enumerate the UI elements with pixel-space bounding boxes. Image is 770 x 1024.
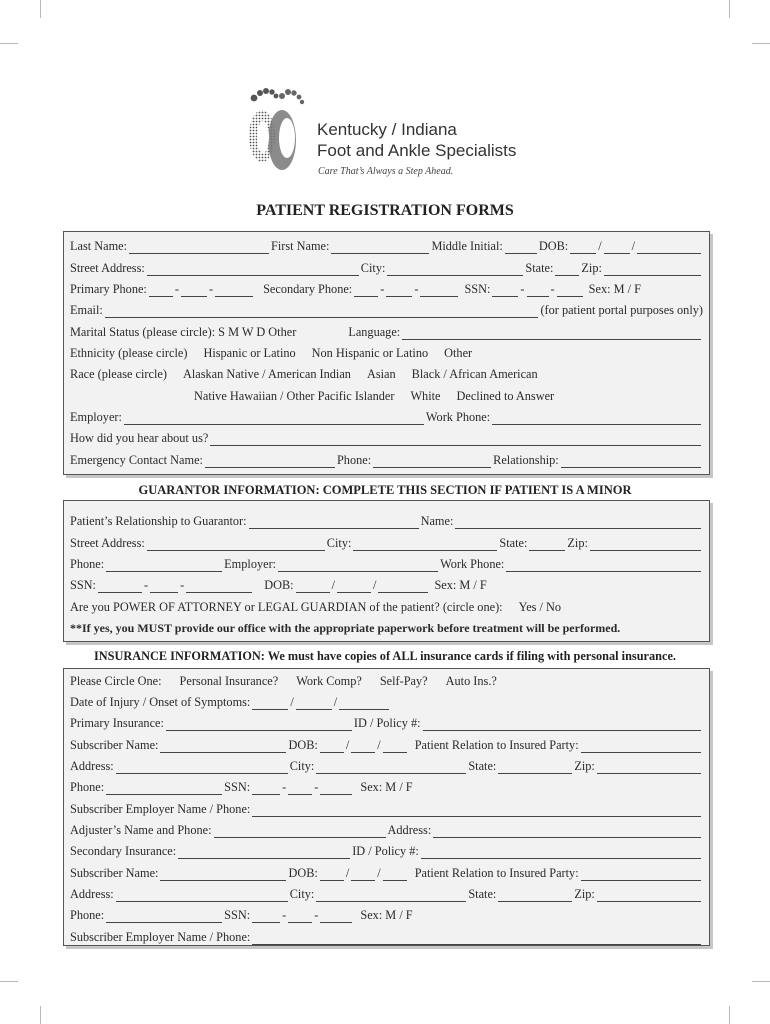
insurance-row-circle (70, 671, 703, 689)
middle-initial-field[interactable] (505, 242, 537, 254)
guarantor-relationship-field[interactable] (249, 517, 419, 529)
patient-row-marital (70, 322, 703, 340)
guarantor-dob-year-field[interactable] (378, 581, 428, 593)
subscriber-sex-options[interactable]: Sex: M / F (360, 780, 413, 794)
guarantor-row-relationship (70, 511, 703, 529)
sex-options[interactable]: Sex: M / F (588, 282, 641, 296)
crop-mark (729, 0, 730, 18)
race-option[interactable]: Declined to Answer (456, 389, 555, 403)
subscriber2-zip-field[interactable] (597, 890, 701, 902)
subscriber2-state-field[interactable] (498, 890, 572, 902)
secondary-id-policy-label: ID / Policy #: (352, 844, 419, 858)
insurance-row-primary (70, 713, 703, 731)
subscriber-ssn-label: SSN: (224, 780, 251, 794)
crop-mark (0, 981, 18, 982)
crop-mark (40, 0, 41, 18)
ssn-part2-field[interactable] (527, 285, 549, 297)
guarantor-street-field[interactable] (147, 539, 325, 551)
last-name-label: Last Name: (70, 239, 128, 253)
injury-day-field[interactable] (296, 698, 332, 710)
insurance-row-adjuster (70, 820, 703, 838)
subscriber2-ssn-label: SSN: (224, 908, 251, 922)
insurance-row-subscriber: Subscriber Name: DOB: / / Patient Relation to Insured Party: (70, 735, 703, 753)
injury-date-label: Date of Injury / Onset of Symptoms: (70, 695, 251, 709)
relation-field[interactable] (581, 741, 701, 753)
zip-label: Zip: (581, 261, 602, 275)
patient-row-race (70, 364, 703, 382)
secondary-phone-label: Secondary Phone: (263, 282, 353, 296)
insurance-type-option[interactable]: Work Comp? (296, 674, 362, 688)
guarantor-state-label: State: (499, 536, 528, 550)
subscriber2-name-label: Subscriber Name: (70, 866, 159, 880)
crop-mark (0, 43, 18, 44)
subscriber2-employer-label: Subscriber Employer Name / Phone: (70, 930, 251, 944)
ethnicity-label: Ethnicity (please circle) (70, 346, 188, 360)
subscriber-state-label: State: (468, 759, 497, 773)
subscriber2-ssn-part1-field[interactable] (252, 911, 280, 923)
crop-mark (40, 1006, 41, 1024)
dob-year-field[interactable] (637, 242, 701, 254)
race-option[interactable]: White (410, 389, 441, 403)
crop-mark (752, 981, 770, 982)
insurance-row-secondary (70, 841, 703, 859)
guarantor-section (63, 500, 710, 642)
secondary-phone-prefix-field[interactable] (386, 285, 412, 297)
adjuster-label: Adjuster’s Name and Phone: (70, 823, 212, 837)
race-label: Race (please circle) (70, 367, 167, 381)
insurance-type-option[interactable]: Auto Ins.? (445, 674, 497, 688)
primary-phone-area-field[interactable] (149, 285, 173, 297)
race-option[interactable]: Asian (366, 367, 396, 381)
subscriber-ssn-part2-field[interactable] (288, 783, 312, 795)
guarantor-row-note (70, 618, 703, 636)
email-label: Email: (70, 303, 103, 317)
guarantor-employer-field[interactable] (278, 560, 438, 572)
relation2-label: Patient Relation to Insured Party: (414, 866, 579, 880)
subscriber-dob-year-field[interactable] (383, 741, 407, 753)
guarantor-row-phone (70, 554, 703, 572)
subscriber2-city-field[interactable] (316, 890, 466, 902)
subscriber-phone-field[interactable] (106, 783, 222, 795)
guarantor-row-poa (70, 597, 703, 615)
zip-field[interactable] (604, 264, 701, 276)
subscriber2-address-label: Address: (70, 887, 114, 901)
relation2-field[interactable] (581, 869, 701, 881)
ssn-part1-field[interactable] (492, 285, 518, 297)
patient-row-race-2 (70, 386, 703, 404)
subscriber2-dob-day-field[interactable] (351, 869, 375, 881)
poa-note: **If yes, you MUST provide our office with the appropriate paperwork before treatment will be performed. (70, 621, 621, 635)
subscriber-dob-label: DOB: (288, 738, 318, 752)
insurance-section (63, 668, 710, 946)
first-name-field[interactable] (331, 242, 429, 254)
insurance-type-option[interactable]: Self-Pay? (379, 674, 428, 688)
subscriber2-phone-field[interactable] (106, 911, 222, 923)
guarantor-work-phone-label: Work Phone: (440, 557, 505, 571)
injury-year-field[interactable] (339, 698, 389, 710)
subscriber2-phone-label: Phone: (70, 908, 105, 922)
insurance-row-employer (70, 799, 703, 817)
ssn-part3-field[interactable] (557, 285, 583, 297)
guarantor-city-field[interactable] (353, 539, 497, 551)
employer-field[interactable] (124, 413, 424, 425)
street-field[interactable] (147, 264, 359, 276)
guarantor-phone-field[interactable] (106, 560, 222, 572)
ethnicity-option[interactable]: Non Hispanic or Latino (311, 346, 429, 360)
primary-phone-prefix-field[interactable] (181, 285, 207, 297)
secondary-phone-area-field[interactable] (354, 285, 378, 297)
subscriber2-city-label: City: (289, 887, 315, 901)
subscriber2-ssn-part3-field[interactable] (320, 911, 352, 923)
guarantor-sex-options[interactable]: Sex: M / F (434, 578, 487, 592)
injury-month-field[interactable] (252, 698, 288, 710)
ssn-label: SSN: (464, 282, 491, 296)
subscriber-city-field[interactable] (316, 762, 466, 774)
hear-about-field[interactable] (210, 434, 701, 446)
guarantor-zip-field[interactable] (590, 539, 701, 551)
subscriber2-address-field[interactable] (116, 890, 288, 902)
secondary-insurance-field[interactable] (178, 847, 350, 859)
insurance-row-employer-2 (70, 927, 703, 945)
patient-row-employer (70, 407, 703, 425)
insurance-row-subscriber-2: Subscriber Name: DOB: / / Patient Relation to Insured Party: (70, 863, 703, 881)
relation-label: Patient Relation to Insured Party: (414, 738, 579, 752)
emergency-relationship-field[interactable] (561, 456, 701, 468)
guarantor-phone-label: Phone: (70, 557, 105, 571)
guarantor-ssn-label: SSN: (70, 578, 96, 592)
employer-label: Employer: (70, 410, 122, 424)
guarantor-heading: GUARANTOR INFORMATION: COMPLETE THIS SECTION IF PATIENT IS A MINOR (138, 483, 632, 497)
patient-row-referral (70, 428, 703, 446)
race-option[interactable]: Alaskan Native / American Indian (182, 367, 351, 381)
insurance-heading: INSURANCE INFORMATION: We must have copies of ALL insurance cards if filing with personal insurance. (94, 649, 676, 663)
subscriber2-dob-year-field[interactable] (383, 869, 407, 881)
adjuster-address-label: Address: (387, 823, 432, 837)
subscriber-dob-day-field[interactable] (351, 741, 375, 753)
subscriber2-zip-label: Zip: (574, 887, 595, 901)
city-label: City: (360, 261, 386, 275)
guarantor-ssn-part2-field[interactable] (150, 581, 178, 593)
patient-row-ethnicity (70, 343, 703, 361)
emergency-phone-field[interactable] (373, 456, 491, 468)
primary-phone-line-field[interactable] (215, 285, 253, 297)
guarantor-dob-day-field[interactable] (337, 581, 371, 593)
insurance-type-option[interactable]: Personal Insurance? (179, 674, 279, 688)
subscriber2-sex-options[interactable]: Sex: M / F (360, 908, 413, 922)
primary-id-policy-label: ID / Policy #: (353, 716, 421, 730)
subscriber2-dob-month-field[interactable] (320, 869, 344, 881)
primary-insurance-field[interactable] (166, 719, 352, 731)
state-field[interactable] (555, 264, 579, 276)
race-option[interactable]: Native Hawaiian / Other Pacific Islander (194, 389, 395, 403)
patient-row-email (70, 300, 703, 318)
emergency-contact-label: Emergency Contact Name: (70, 453, 203, 467)
tagline: Care That’s Always a Step Ahead. (318, 166, 454, 177)
secondary-id-policy-field[interactable] (421, 847, 701, 859)
dob-day-field[interactable] (604, 242, 630, 254)
guarantor-employer-label: Employer: (224, 557, 277, 571)
marital-status-options[interactable]: Marital Status (please circle): S M W D Other (70, 325, 297, 339)
subscriber-ssn-part3-field[interactable] (320, 783, 352, 795)
guarantor-relationship-label: Patient’s Relationship to Guarantor: (70, 514, 247, 528)
primary-id-policy-field[interactable] (423, 719, 701, 731)
subscriber-dob-month-field[interactable] (320, 741, 344, 753)
emergency-relationship-label: Relationship: (493, 453, 559, 467)
guarantor-work-phone-field[interactable] (506, 560, 701, 572)
subscriber-zip-field[interactable] (597, 762, 701, 774)
circle-one-label: Please Circle One: (70, 674, 162, 688)
email-note: (for patient portal purposes only) (540, 303, 703, 317)
subscriber-city-label: City: (289, 759, 315, 773)
emergency-contact-field[interactable] (205, 456, 335, 468)
subscriber-name-field[interactable] (160, 741, 286, 753)
subscriber-employer-field[interactable] (252, 805, 701, 817)
guarantor-street-label: Street Address: (70, 536, 145, 550)
poa-question: Are you POWER OF ATTORNEY or LEGAL GUARDIAN of the patient? (circle one): (70, 600, 503, 614)
guarantor-ssn-part3-field[interactable] (186, 581, 252, 593)
insurance-row-injury: Date of Injury / Onset of Symptoms: / / (70, 692, 703, 710)
ethnicity-option[interactable]: Hispanic or Latino (203, 346, 296, 360)
work-phone-field[interactable] (492, 413, 701, 425)
patient-row-address (70, 258, 703, 276)
guarantor-row-ssn: SSN: - - DOB: / / Sex: M / F (70, 578, 487, 592)
footprints-icon (246, 84, 306, 180)
dob-month-field[interactable] (570, 242, 596, 254)
subscriber-state-field[interactable] (498, 762, 572, 774)
insurance-row-address-2 (70, 884, 703, 902)
city-field[interactable] (387, 264, 523, 276)
language-label: Language: (348, 325, 401, 339)
guarantor-ssn-part1-field[interactable] (98, 581, 142, 593)
brand-line-1: Kentucky / Indiana (317, 120, 457, 139)
work-phone-label: Work Phone: (425, 410, 491, 424)
guarantor-name-field[interactable] (455, 517, 701, 529)
patient-row-name: Last Name: First Name: Middle Initial: DOB: / / (70, 236, 703, 254)
primary-insurance-label: Primary Insurance: (70, 716, 164, 730)
subscriber2-employer-field[interactable] (252, 933, 701, 945)
patient-row-emergency (70, 450, 703, 468)
subscriber2-ssn-part2-field[interactable] (288, 911, 312, 923)
emergency-phone-label: Phone: (336, 453, 372, 467)
language-field[interactable] (402, 328, 701, 340)
crop-mark (729, 1006, 730, 1024)
patient-section (63, 231, 710, 475)
guarantor-name-label: Name: (420, 514, 454, 528)
street-label: Street Address: (70, 261, 145, 275)
primary-phone-label: Primary Phone: (70, 282, 147, 296)
guarantor-row-address (70, 533, 703, 551)
subscriber-address-label: Address: (70, 759, 114, 773)
last-name-field[interactable] (129, 242, 269, 254)
subscriber2-state-label: State: (468, 887, 497, 901)
race-option[interactable]: Black / African American (411, 367, 538, 381)
subscriber-ssn-part1-field[interactable] (252, 783, 280, 795)
adjuster-address-field[interactable] (433, 826, 701, 838)
middle-initial-label: Middle Initial: (431, 239, 503, 253)
insurance-row-phone: Phone: SSN: - - Sex: M / F (70, 780, 413, 794)
guarantor-dob-label: DOB: (264, 578, 294, 592)
guarantor-zip-label: Zip: (567, 536, 588, 550)
subscriber-name-label: Subscriber Name: (70, 738, 159, 752)
crop-mark (752, 43, 770, 44)
adjuster-field[interactable] (214, 826, 386, 838)
first-name-label: First Name: (271, 239, 330, 253)
subscriber-phone-label: Phone: (70, 780, 105, 794)
hear-about-label: How did you hear about us? (70, 431, 209, 445)
ethnicity-option[interactable]: Other (444, 346, 473, 360)
guarantor-city-label: City: (326, 536, 352, 550)
guarantor-dob-month-field[interactable] (296, 581, 330, 593)
subscriber-address-field[interactable] (116, 762, 288, 774)
secondary-insurance-label: Secondary Insurance: (70, 844, 177, 858)
subscriber-employer-label: Subscriber Employer Name / Phone: (70, 802, 251, 816)
dob-label: DOB: (538, 239, 569, 253)
page-title: PATIENT REGISTRATION FORMS (256, 202, 514, 219)
brand-name (317, 119, 516, 161)
subscriber2-dob-label: DOB: (288, 866, 318, 880)
subscriber-zip-label: Zip: (574, 759, 595, 773)
guarantor-state-field[interactable] (529, 539, 565, 551)
insurance-row-address (70, 756, 703, 774)
secondary-phone-line-field[interactable] (420, 285, 458, 297)
state-label: State: (525, 261, 554, 275)
email-field[interactable] (105, 306, 539, 318)
subscriber2-name-field[interactable] (160, 869, 286, 881)
brand-line-2: Foot and Ankle Specialists (317, 141, 517, 160)
patient-row-phone: Primary Phone: - - Secondary Phone: - - SSN: - - Sex: M / F (70, 282, 641, 296)
poa-options[interactable]: Yes / No (518, 600, 562, 614)
insurance-row-phone-2: Phone: SSN: - - Sex: M / F (70, 908, 413, 922)
